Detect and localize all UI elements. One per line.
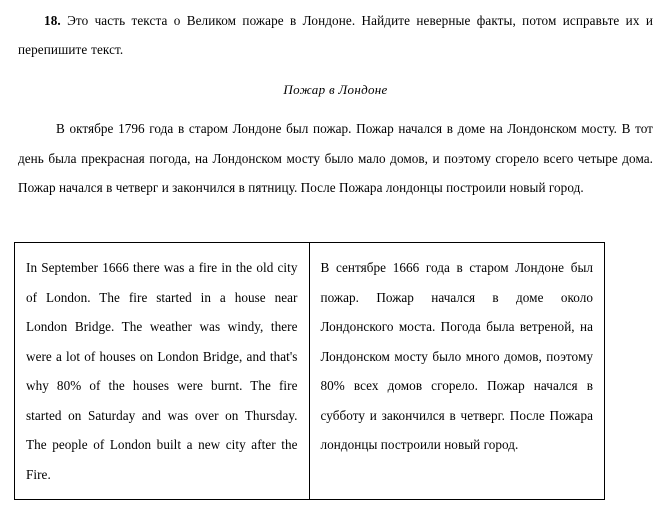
- english-version-text: In September 1666 there was a fire in the old city of London. The fire started in a house near London Bridge. The weather was windy, there were a lot of houses on London Bridge, and that's why 80% of the houses were burnt. The fire started on Saturday and was over on Thursday. The people of London built a new city after the Fire.: [26, 260, 298, 482]
- story-paragraph: В октябре 1796 года в старом Лондоне был пожар. Пожар начался в доме на Лондонском мосту. В тот день была прекрасная погода, на Лондонском мосту было мало домов, и поэтому сгорело всего четыре дома. Пожар начался в четверг и закончился в пятницу. После Пожара лондонцы построили новый город.: [18, 121, 653, 195]
- comparison-table: [14, 242, 605, 500]
- table-cell-english: [15, 243, 310, 499]
- exercise-number: 18.: [44, 13, 61, 28]
- exercise-instruction-text: Это часть текста о Великом пожаре в Лондоне. Найдите неверные факты, потом исправьте их и перепишите текст.: [18, 13, 653, 57]
- story-title: Пожар в Лондоне: [283, 82, 388, 97]
- table-cell-russian: [310, 243, 605, 499]
- russian-version-text: В сентябре 1666 года в старом Лондоне был пожар. Пожар начался в доме около Лондонского моста. Погода была ветреной, на Лондонском мосту было много домов, поэтому 80% всех домов сгорело. Пожар начался в субботу и закончился в четверг. После Пожара лондонцы построили новый город.: [320, 260, 593, 452]
- exercise-block: [18, 6, 653, 64]
- exercise-instruction-paragraph: [18, 6, 653, 64]
